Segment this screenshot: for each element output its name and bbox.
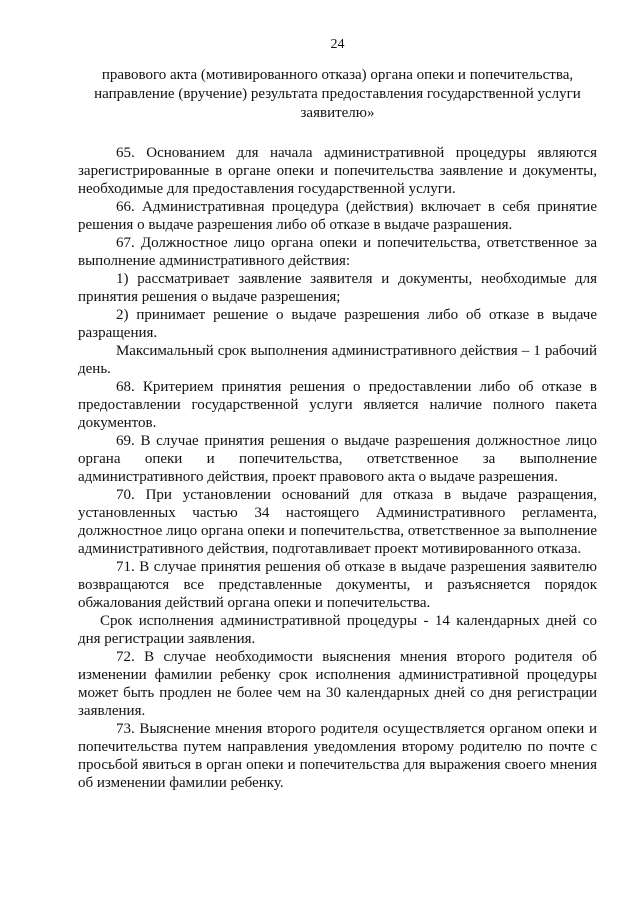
paragraph-68 <box>78 378 597 432</box>
paragraph-line: Срок исполнения административной процедуры - 14 календарных дней со <box>100 613 597 629</box>
paragraph-line: попечительства путем направления уведомления второму родителю по почте с <box>78 739 597 755</box>
paragraph-line: органа опеки и попечительства, ответственное за выполнение <box>78 451 597 467</box>
paragraph-line: 66. Административная процедура (действия) включает в себя принятие <box>116 199 597 215</box>
paragraph-line: 67. Должностное лицо органа опеки и попечительства, ответственное за <box>116 235 597 251</box>
paragraph-line: административного действия, подготавливает проект мотивированного отказа. <box>78 541 582 557</box>
paragraph-line: принятия решения о выдаче разрешения; <box>78 289 341 305</box>
paragraph-procedure-term <box>78 612 597 648</box>
paragraph-line: изменении фамилии ребенку срок исполнения административной процедуры <box>78 667 597 683</box>
paragraph-line: 73. Выяснение мнения второго родителя осуществляется органом опеки и <box>116 721 597 737</box>
paragraph-line: Максимальный срок выполнения административного действия – 1 рабочий <box>116 343 597 359</box>
paragraph-73 <box>78 720 597 792</box>
paragraph-line: возвращаются все представленные документы, и разъясняется порядок <box>78 577 597 593</box>
paragraph-line: документов. <box>78 415 157 431</box>
paragraph-line: может быть продлен не более чем на 30 календарных дней со дня регистрации <box>78 685 597 701</box>
paragraph-67-item-2 <box>78 306 597 342</box>
paragraph-67-item-1 <box>78 270 597 306</box>
paragraph-line: зарегистрированные в органе опеки и попечительства заявление и документы, <box>78 163 597 179</box>
paragraph-line: 70. При установлении оснований для отказа в выдаче разращения, <box>116 487 597 503</box>
paragraph-line: 1) рассматривает заявление заявителя и документы, необходимые для <box>116 271 597 287</box>
paragraph-71 <box>78 558 597 612</box>
paragraph-line: 71. В случае принятия решения об отказе в выдаче разрешения заявителю <box>116 559 597 575</box>
paragraph-72 <box>78 648 597 720</box>
paragraph-line: решения о выдаче разрешения либо об отказе в выдаче разрашения. <box>78 217 513 233</box>
heading-line: заявителю» <box>300 105 375 121</box>
paragraph-line: должностное лицо органа опеки и попечительства, ответственное за выполнение <box>78 523 597 539</box>
paragraph-line: 72. В случае необходимости выяснения мнения второго родителя об <box>116 649 597 665</box>
section-heading <box>78 66 597 123</box>
paragraph-67 <box>78 234 597 270</box>
paragraph-line: предоставлении государственной услуги является наличие полного пакета <box>78 397 597 413</box>
paragraph-max-term <box>78 342 597 378</box>
heading-line: правового акта (мотивированного отказа) органа опеки и попечительства, <box>101 67 574 83</box>
paragraph-65 <box>78 144 597 198</box>
heading-line: направление (вручение) результата предоставления государственной услуги <box>94 86 581 102</box>
paragraph-line: выполнение административного действия: <box>78 253 351 269</box>
paragraph-line: 69. В случае принятия решения о выдаче разрешения должностное лицо <box>116 433 597 449</box>
paragraph-69 <box>78 432 597 486</box>
paragraph-line: разращения. <box>78 325 158 341</box>
paragraph-line: административного действия, проект правового акта о выдаче разрешения. <box>78 469 558 485</box>
page-number: 24 <box>330 37 345 52</box>
paragraph-line: просьбой явиться в орган опеки и попечительства для выражения своего мнения <box>78 757 597 773</box>
paragraph-66 <box>78 198 597 234</box>
paragraph-line: дня регистрации заявления. <box>78 631 256 647</box>
paragraph-line: заявления. <box>78 703 146 719</box>
paragraph-line: 68. Критерием принятия решения о предоставлении либо об отказе в <box>116 379 597 395</box>
paragraph-line: обжалования действий органа опеки и попечительства. <box>78 595 431 611</box>
paragraph-line: 2) принимает решение о выдаче разрешения либо об отказе в выдаче <box>116 307 597 323</box>
paragraph-line: установленных частью 34 настоящего Административного регламента, <box>78 505 597 521</box>
document-body <box>78 144 597 792</box>
paragraph-line: необходимые для предоставления государственной услуги. <box>78 181 456 197</box>
paragraph-line: день. <box>78 361 111 377</box>
paragraph-line: об изменении фамилии ребенку. <box>78 775 284 791</box>
paragraph-70 <box>78 486 597 558</box>
paragraph-line: 65. Основанием для начала административной процедуры являются <box>116 145 597 161</box>
